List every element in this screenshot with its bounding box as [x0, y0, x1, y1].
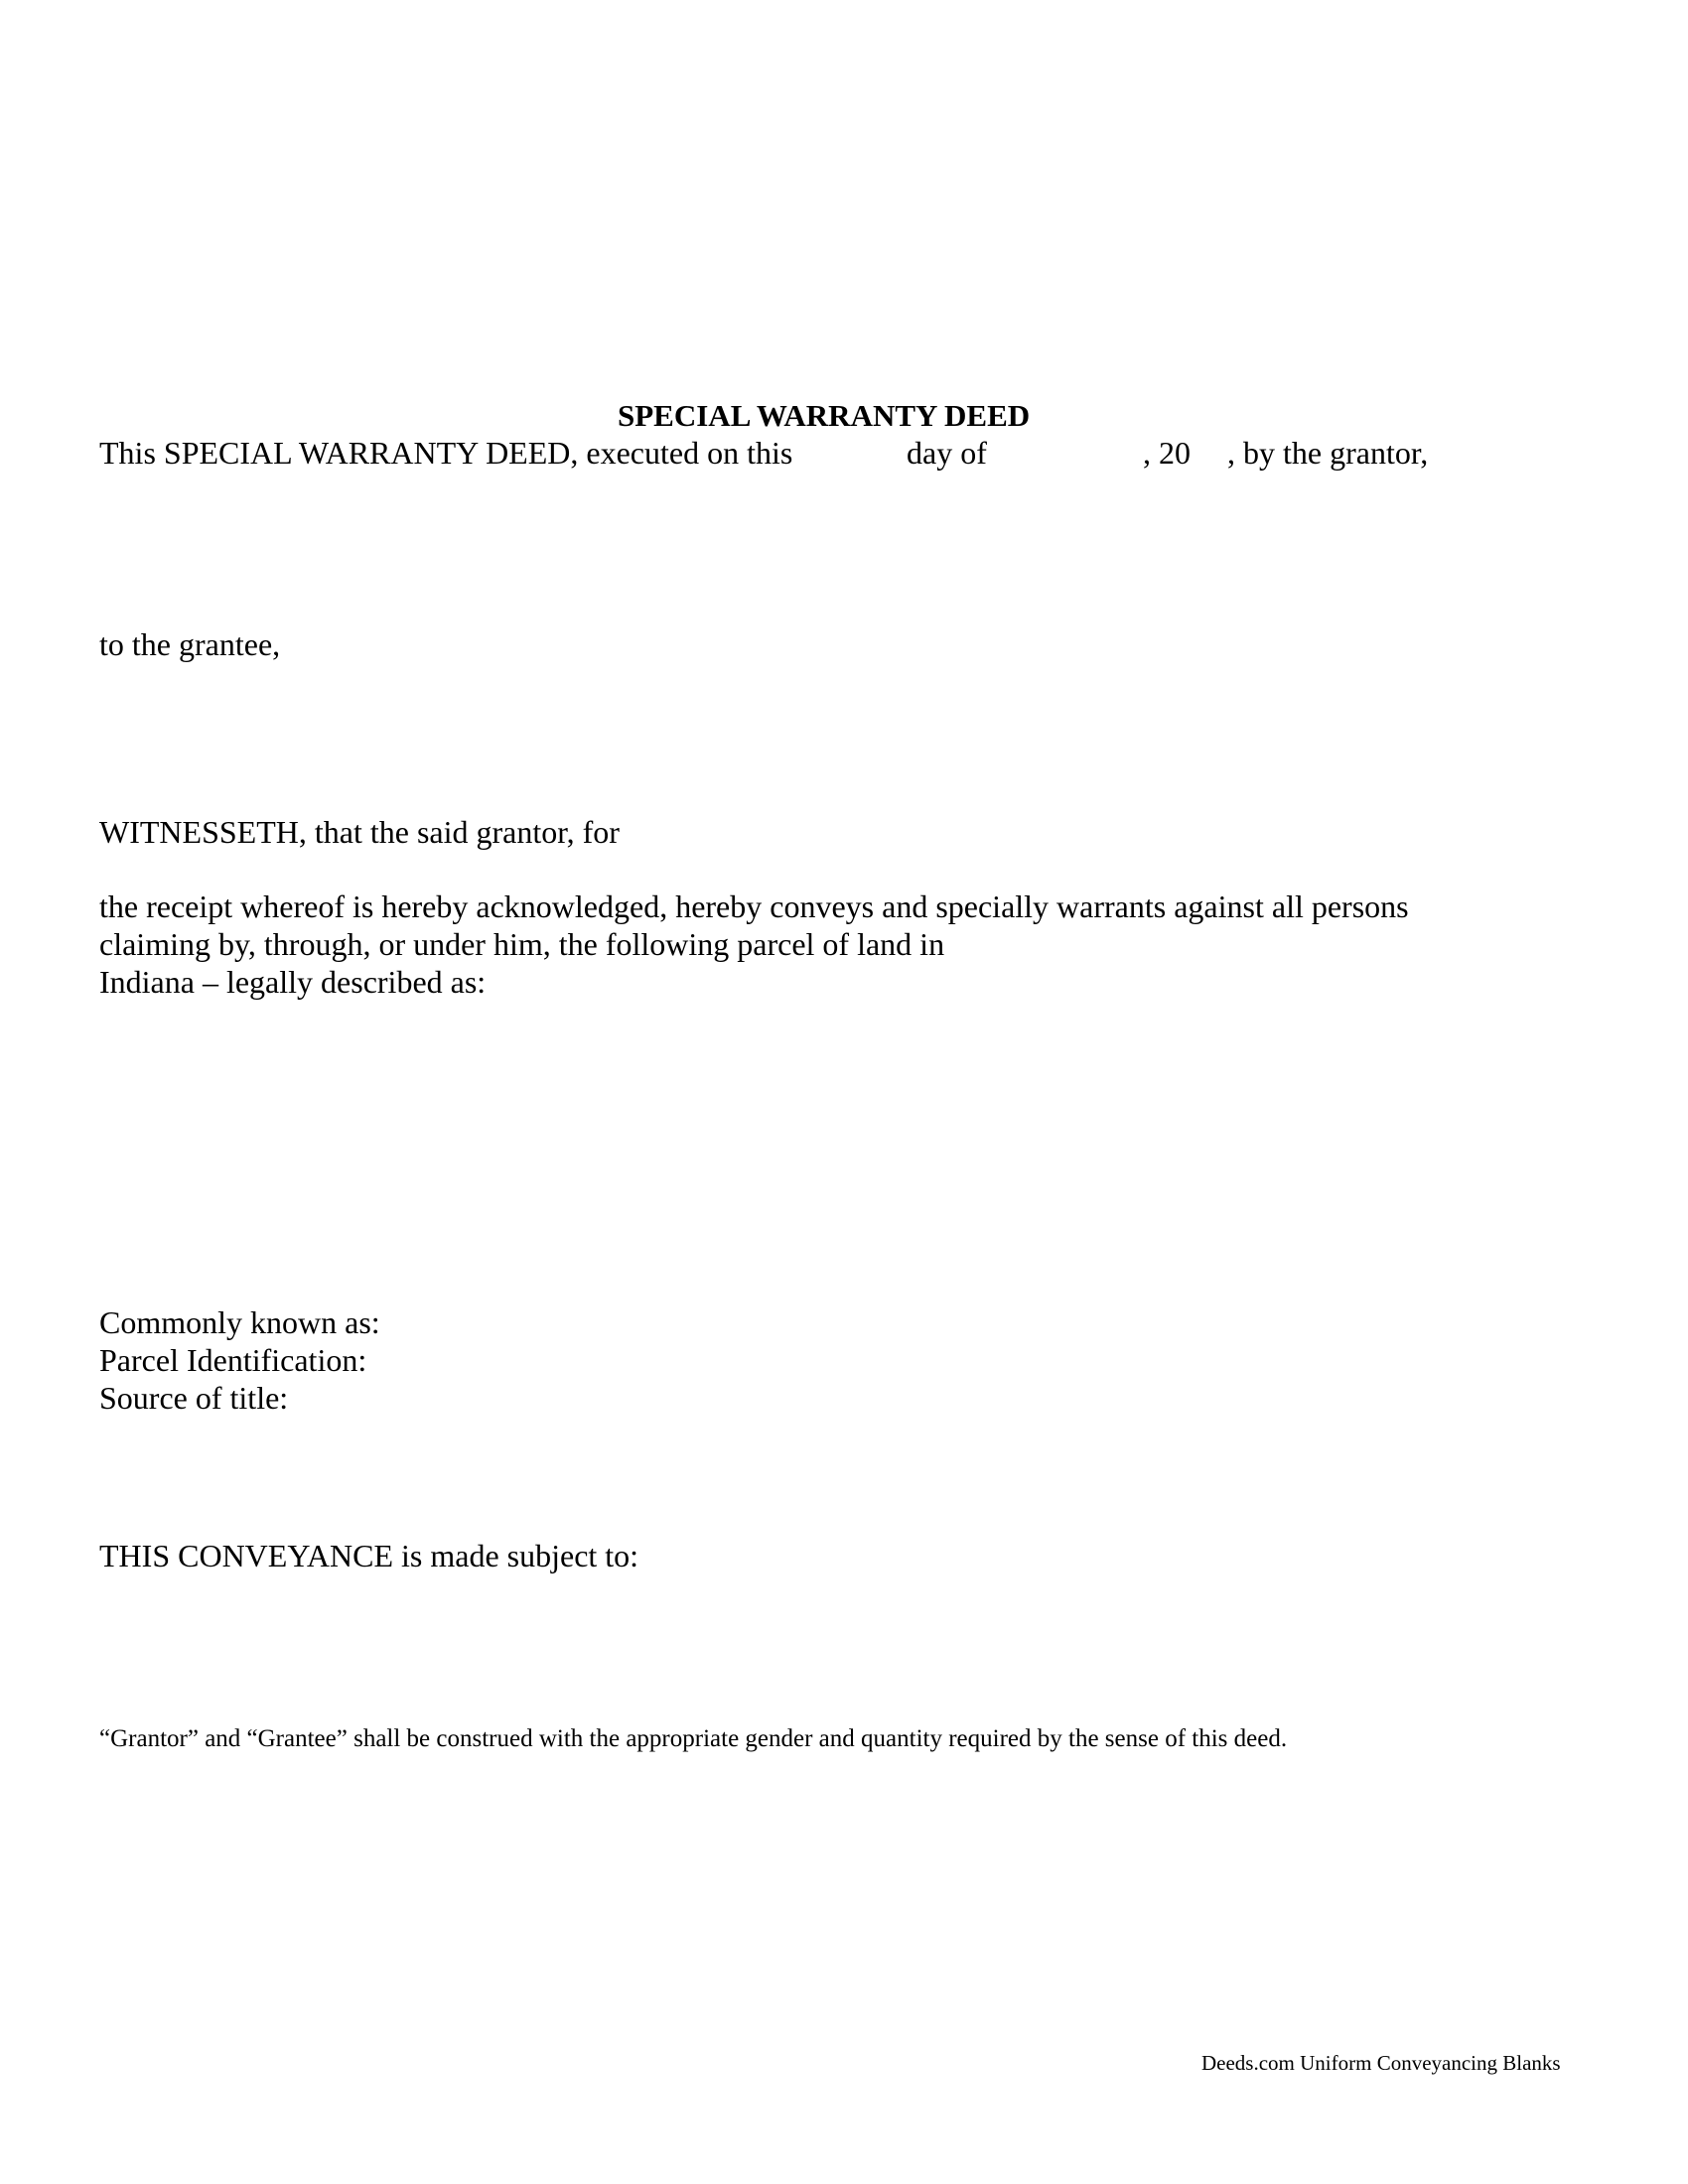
construction-clause: “Grantor” and “Grantee” shall be construed with the appropriate gender and quantity required by the sense of this deed.	[99, 1725, 1288, 1752]
commonly-known-label: Commonly known as:	[99, 1304, 380, 1340]
receipt-line-3: Indiana – legally described as:	[99, 964, 487, 1000]
opening-clause-year: , 20	[1143, 435, 1191, 471]
opening-clause-grantor: , by the grantor,	[1227, 435, 1429, 471]
opening-clause-day-of: day of	[907, 435, 987, 471]
parcel-identification-label: Parcel Identification:	[99, 1342, 367, 1378]
receipt-line-1: the receipt whereof is hereby acknowledged, hereby conveys and specially warrants against all persons	[99, 888, 1409, 924]
footer-attribution: Deeds.com Uniform Conveyancing Blanks	[1201, 2051, 1561, 2075]
source-of-title-label: Source of title:	[99, 1380, 289, 1416]
document-title: SPECIAL WARRANTY DEED	[618, 398, 1031, 433]
conveyance-subject-line: THIS CONVEYANCE is made subject to:	[99, 1538, 639, 1573]
witnesseth-line: WITNESSETH, that the said grantor, for	[99, 814, 620, 850]
receipt-line-2: claiming by, through, or under him, the following parcel of land in	[99, 926, 945, 962]
opening-clause-start: This SPECIAL WARRANTY DEED, executed on this	[99, 435, 793, 471]
grantee-line: to the grantee,	[99, 626, 281, 662]
